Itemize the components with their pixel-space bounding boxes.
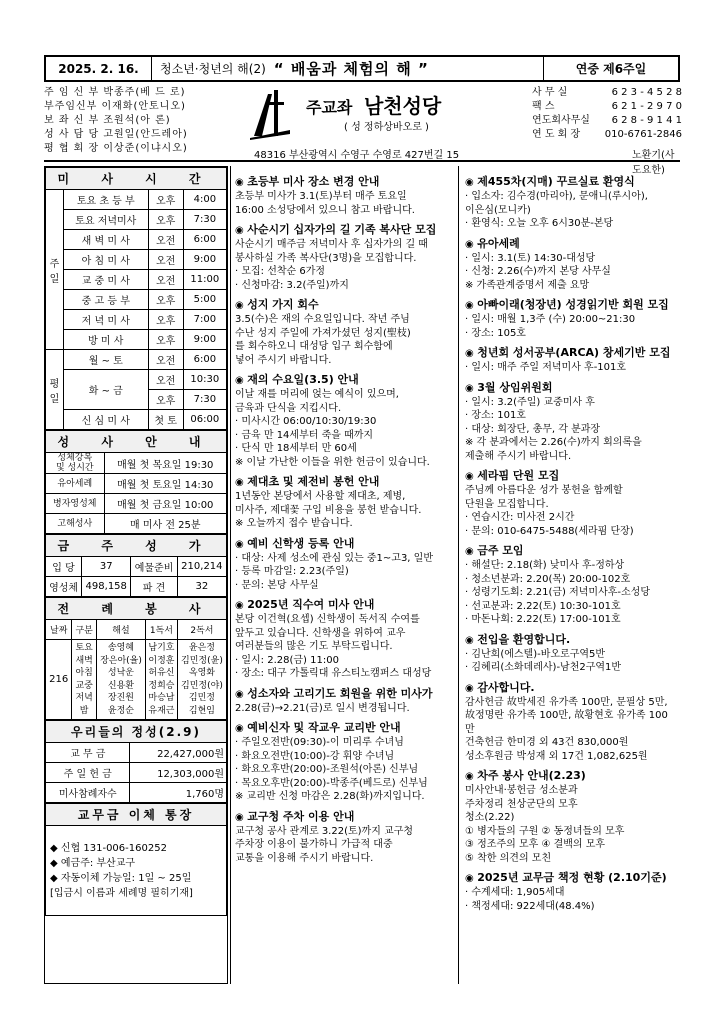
right-notice-line: · 선교분과: 2.22(토) 10:30-101호 [465, 600, 621, 612]
right-notice-line: · 장소: 101호 [465, 410, 526, 421]
hymn-cell: 37 [82, 557, 131, 577]
mid-notice [235, 474, 452, 531]
hymn-cell: 영성체 [46, 577, 82, 597]
mass-time: 11:00 [183, 270, 226, 290]
right-notice-line: · 환영식: 오늘 오후 6시30분-본당 [465, 218, 614, 229]
right-notice-line: ③ 정조주의 모후 ④ 결백의 모후 [465, 839, 606, 850]
transfer-line: ◆ 예금주: 부산교구 [50, 857, 136, 869]
mass-time: 4:00 [183, 190, 226, 210]
mass-name: 토요 초 등 부 [64, 190, 149, 210]
mid-notice-line: 16:00 소성당에서 있으니 참고 바랍니다. [235, 204, 415, 216]
right-notice-title: ◉ 전입을 환영합니다. [465, 632, 676, 648]
right-notice-line: · 일시: 매월 1,3주 (수) 20:00~21:30 [465, 314, 636, 325]
sacrament-row [46, 474, 227, 494]
mass-row [46, 310, 227, 330]
right-notice [465, 174, 676, 231]
mid-notice-line: 교통을 이용해 주시기 바랍니다. [235, 852, 374, 864]
church-subtitle: ( 성 정하상바오로 ) [344, 122, 429, 133]
devotion-label: 교 무 금 [46, 743, 130, 763]
mass-ampm: 오전 [148, 370, 183, 390]
altar-head: 해설 [96, 620, 145, 640]
mass-name: 중 고 등 부 [64, 290, 149, 310]
header-divider [44, 160, 680, 162]
sacrament-name: 병자영성체 [46, 494, 105, 514]
mid-notice-line: 2.28(금)→2.21(금)로 일시 변경됩니다. [235, 702, 410, 714]
right-notice-line: 청소(2.22) [465, 812, 515, 823]
mid-notice-line: ※ 오늘까지 접수 받습니다. [235, 518, 353, 529]
transfer-title: 교무금 이체 통장 [46, 804, 227, 826]
mid-notice-line: 3.5(수)은 재의 수요일입니다. 작년 주님 [235, 314, 410, 325]
altar-title: 전 례 봉 사 [46, 598, 227, 620]
devotion-value: 12,303,000원 [130, 763, 227, 783]
devotion-row [46, 743, 227, 763]
hymn-table [45, 534, 227, 597]
mass-name: 신 심 미 사 [64, 410, 149, 430]
altar-head-row [46, 620, 227, 640]
transfer-line: [입금시 이름과 세례명 필히기재] [50, 887, 193, 899]
mass-time: 9:00 [183, 330, 226, 350]
devotion-row [46, 763, 227, 783]
masthead-bar [44, 55, 680, 82]
mass-group-label: 주일 [46, 190, 64, 350]
devotion-value: 22,427,000원 [130, 743, 227, 763]
mid-notice [235, 372, 452, 469]
mid-notice-line: 수난 성지 주일에 가져가셨던 성지(聖枝) [235, 327, 411, 339]
mid-notice-line: · 등록 마감일: 2.23(주일) [235, 566, 349, 577]
right-notice [465, 236, 676, 293]
mid-notice-line: · 주일오전반(09:30)-이 미리루 수녀님 [235, 737, 404, 748]
right-notice-line: · 마돈나회: 2.22(토) 17:00-101호 [465, 614, 621, 625]
right-notice-line: · 성령기도회: 2.21(금) 저녁미사후-소성당 [465, 587, 651, 598]
mass-name: 방 미 사 [64, 330, 149, 350]
right-notice-line: · 청소년분과: 2.20(목) 20:00-102호 [465, 573, 631, 585]
sacrament-row [46, 494, 227, 514]
mid-notice-line: · 모집: 선착순 6가정 [235, 266, 326, 277]
transfer-line: ◆ 자동이체 가능일: 1일 ~ 25일 [50, 872, 192, 884]
hymn-cell: 입 당 [46, 557, 82, 577]
mid-notice-line: 본당 이건혁(요셉) 신학생이 독서직 수여를 [235, 614, 420, 625]
mid-notice-title: ◉ 성소자와 고리기도 회원을 위한 미사가 [235, 686, 452, 702]
mid-notice-line: 주차장 이용이 불가하니 가급적 대중 [235, 839, 393, 850]
right-notice-title: ◉ 2025년 교무금 책정 현황 (2.10기준) [465, 870, 676, 886]
right-notice-line: · 수계세대: 1,905세대 [465, 887, 565, 898]
mass-time: 7:30 [183, 210, 226, 230]
mid-notice-line: 사순시기 매주금 저녁미사 후 십자가의 길 때 [235, 239, 428, 250]
right-column [458, 166, 680, 984]
clergy-line: 주 임 신 부 박종주(베 드 로) [44, 87, 186, 98]
church-title [306, 90, 441, 119]
right-notice [465, 345, 676, 375]
mass-ampm: 오후 [148, 330, 183, 350]
mid-notice-line: ※ 교리반 신청 마감은 2.28(화)까지입니다. [235, 791, 425, 802]
sacrament-table [45, 430, 227, 534]
mid-notice-line: 앞두고 있습니다. 신학생을 위하여 교우 [235, 627, 406, 639]
right-notice-line: 주님께 아름다운 성가 봉헌을 함께할 [465, 485, 623, 496]
transfer-info [46, 826, 227, 916]
hymn-row [46, 577, 227, 597]
hymn-cell: 파 견 [131, 577, 177, 597]
mass-ampm: 첫 토 [148, 410, 183, 430]
hymn-cell: 예물준비 [131, 557, 177, 577]
devotion-label: 주 일 헌 금 [46, 763, 130, 783]
mass-ampm: 오후 [148, 190, 183, 210]
mid-notice-line: 교구청 공사 관계로 3.22(토)까지 교구청 [235, 825, 414, 837]
mid-notice-line: 초등부 미사가 3.1(토)부터 매주 토요일 [235, 191, 407, 202]
devotion-label: 미사참례자수 [46, 783, 130, 803]
mass-row [46, 290, 227, 310]
mid-notice-title: ◉ 교구청 주차 이용 안내 [235, 809, 452, 825]
mid-notice [235, 720, 452, 804]
contact-note: 노환기(사도요한) [632, 150, 675, 176]
mid-notice [235, 686, 452, 716]
altar-date: 216 [46, 640, 72, 720]
right-notice [465, 543, 676, 627]
church-name: 남천성당 [363, 94, 442, 118]
altar-head: 날짜 [46, 620, 72, 640]
right-notice-line: 성소후원금 박성재 외 17건 1,082,625원 [465, 750, 648, 762]
mid-notice-line: 넣어 주시기 바랍니다. [235, 354, 332, 366]
hymn-cell: 32 [177, 577, 226, 597]
right-notice-title: ◉ 아빠이래(청장년) 성경읽기반 회원 모집 [465, 297, 676, 313]
mass-name: 저 녁 미 사 [64, 310, 149, 330]
right-notice [465, 468, 676, 538]
sacrament-time: 매 미사 전 25분 [104, 514, 226, 534]
right-notice-line: 제출해 주시기 바랍니다. [465, 450, 572, 462]
right-notice-line: 감사헌금 故박세진 유가족 100만, 문필상 5만, [465, 696, 668, 708]
mid-notice-line: · 단식 만 18세부터 만 60세 [235, 443, 357, 454]
altar-names: 남기호 이정훈 허유신 정희승 마승남 유재근 [146, 640, 178, 720]
mass-name: 교 중 미 사 [64, 270, 149, 290]
sacrament-row [46, 514, 227, 534]
right-notice-line: · 입소자: 김수경(마리아), 문애니(루시아), [465, 191, 648, 202]
right-notice-line: 故정명란 유가족 100만, 故황현호 유가족 100만 [465, 710, 668, 735]
devotion-table [45, 720, 227, 803]
church-org: 주교좌 [306, 98, 353, 117]
right-notice-line: 건축헌금 한미경 외 43건 830,000원 [465, 737, 629, 748]
mass-name: 토요 저녁미사 [64, 210, 149, 230]
right-notice-title: ◉ 감사합니다. [465, 680, 676, 696]
church-header [44, 84, 682, 176]
mid-notice-line: · 일시: 2.28(금) 11:00 [235, 654, 339, 666]
right-notice-line: · 대상: 회장단, 총무, 각 분과장 [465, 423, 601, 435]
mid-notice-line: ※ 이날 가난한 이들을 위한 헌금이 있습니다. [235, 456, 430, 468]
middle-column [230, 166, 456, 984]
mass-time: 7:00 [183, 310, 226, 330]
mid-notice [235, 536, 452, 593]
mass-ampm: 오후 [148, 310, 183, 330]
hymn-cell: 498,158 [82, 577, 131, 597]
mass-ampm: 오전 [148, 270, 183, 290]
mid-notice-line: · 화요오후반(20:00)-조원석(아론) 신부님 [235, 764, 419, 775]
church-logo-icon [250, 88, 290, 140]
theme [152, 57, 544, 80]
mid-notice [235, 174, 452, 217]
sacrament-name: 성체강복 및 성시간 [46, 453, 105, 474]
mass-row [46, 410, 227, 430]
issue-date: 2025. 2. 16. [46, 57, 152, 80]
right-notice-line: ※ 각 분과에서는 2.26(수)까지 회의록을 [465, 437, 642, 448]
mass-title: 미 사 시 간 [46, 168, 227, 190]
mid-notice-title: ◉ 사순시기 십자가의 길 기족 복사단 모집 [235, 222, 452, 238]
contact-row: 연 도 회 장 010-6761-2846 [532, 129, 682, 140]
mass-row [46, 350, 227, 370]
clergy-line: 평 협 회 장 이상준(이냐시오) [44, 143, 188, 154]
mass-time: 6:00 [183, 350, 226, 370]
right-notice-line: · 장소: 105호 [465, 327, 526, 339]
right-notice-line: · 김혜리(소화데레사)-남천2구역1반 [465, 662, 622, 673]
right-notice-line: · 책정세대: 922세대(48.4%) [465, 900, 595, 912]
right-notice [465, 680, 676, 764]
mid-notice-line: · 신청마감: 3.2(주일)까지 [235, 279, 349, 291]
mass-ampm: 오후 [148, 210, 183, 230]
mid-notice [235, 297, 452, 367]
right-notice-title: ◉ 청년회 성서공부(ARCA) 창세기반 모집 [465, 345, 676, 361]
sacrament-time: 매월 첫 금요일 10:00 [104, 494, 226, 514]
mid-notice-line: · 미사시간 06:00/10:30/19:30 [235, 416, 377, 427]
altar-head: 구분 [72, 620, 97, 640]
mass-name: 아 침 미 사 [64, 250, 149, 270]
right-notice [465, 768, 676, 865]
mass-row [46, 270, 227, 290]
clergy-line: 보 좌 신 부 조원석(아 론) [44, 115, 171, 126]
clergy-line: 부주임신부 이재화(안토니오) [44, 101, 186, 112]
devotion-row [46, 783, 227, 803]
right-notice-line: 주차정리 천상군단의 모후 [465, 798, 578, 810]
mass-time: 5:00 [183, 290, 226, 310]
mid-notice-title: ◉ 성지 가지 회수 [235, 297, 452, 313]
mass-name: 새 벽 미 사 [64, 230, 149, 250]
right-notice-title: ◉ 3월 상임위원회 [465, 380, 676, 396]
mid-notice-line: · 장소: 대구 가톨릭대 유스티노캠퍼스 대성당 [235, 668, 432, 679]
right-notice [465, 870, 676, 913]
mass-row [46, 250, 227, 270]
right-notice-line: · 해설단: 2.18(화) 낮미사 후-정하상 [465, 560, 625, 571]
right-notice-line: 단원을 모집합니다. [465, 498, 549, 510]
right-notice-title: ◉ 금주 모임 [465, 543, 676, 559]
sacrament-name: 고해성사 [46, 514, 105, 534]
mid-notice-title: ◉ 초등부 미사 장소 변경 안내 [235, 174, 452, 190]
right-notice-line: ⑤ 착한 의견의 모친 [465, 852, 552, 864]
mass-ampm: 오전 [148, 250, 183, 270]
mass-time: 9:00 [183, 250, 226, 270]
mid-notice-title: ◉ 예비신자 및 작교우 교리반 안내 [235, 720, 452, 736]
altar-names: 윤은정 김민정(윤) 옥영화 김민정(야) 김민정 김현임 [177, 640, 226, 720]
right-notice-title: ◉ 유아세례 [465, 236, 676, 252]
right-notice-line: 이은심(모니카) [465, 204, 531, 216]
mid-notice-line: 1년동안 본당에서 사용할 제대초, 제병, [235, 491, 406, 502]
clergy-line: 성 사 담 당 고원일(안드레아) [44, 129, 188, 140]
transfer-line: ◆ 신협 131-006-160252 [50, 842, 167, 854]
right-notice [465, 297, 676, 340]
mass-table [45, 167, 227, 430]
right-notice-line: · 김난희(에스텔)-바오로구역5반 [465, 648, 606, 660]
right-notice-line: · 일시: 3.1(토) 14:30-대성당 [465, 252, 596, 264]
altar-names: 송영혜 장은아(율) 성낙운 신용환 장진원 윤정순 [96, 640, 145, 720]
mid-notice-title: ◉ 2025년 직수여 미사 안내 [235, 597, 452, 613]
mid-notice-title: ◉ 제대초 및 제전비 봉헌 안내 [235, 474, 452, 490]
right-notice-line: · 연습시간: 미사전 2시간 [465, 512, 575, 523]
contact-row: 사 무 실 6 2 3 - 4 5 2 8 [532, 87, 682, 98]
right-notice-line: · 일시: 매주 주일 저녁미사 후-101호 [465, 362, 627, 373]
mid-notice-line: · 문의: 본당 사무실 [235, 579, 319, 591]
mid-notice-line: 를 회수하오니 대성당 입구 회수함에 [235, 341, 393, 352]
mass-time: 06:00 [183, 410, 226, 430]
altar-row [46, 640, 227, 720]
mid-notice [235, 597, 452, 681]
mid-notice-line: 미사주, 제대꽃 구입 비용을 봉헌 받습니다. [235, 504, 422, 516]
sacrament-row [46, 453, 227, 474]
motto: “ 배움과 체험의 해 ” [273, 60, 429, 78]
mass-time: 7:30 [183, 390, 226, 410]
right-notice-line: ① 병자들의 구원 ② 동정녀들의 모후 [465, 825, 625, 837]
devotion-value: 1,760명 [130, 783, 227, 803]
right-notice-line: 미사안내·봉헌금 성소분과 [465, 785, 578, 796]
right-notice [465, 632, 676, 675]
left-column [44, 166, 228, 984]
mid-notice-title: ◉ 재의 수요일(3.5) 안내 [235, 372, 452, 388]
right-notice-title: ◉ 세라핌 단원 모집 [465, 468, 676, 484]
right-notice-line: · 일시: 3.2(주일) 교중미사 후 [465, 396, 595, 408]
contact-row: 연도회사무실 6 2 8 - 9 1 4 1 [532, 115, 682, 126]
right-notice-line: · 신청: 2.26(수)까지 본당 사무실 [465, 266, 611, 277]
mass-row [46, 230, 227, 250]
devotion-title: 우리들의 정성(2.9) [46, 721, 227, 743]
mid-notice [235, 222, 452, 292]
altar-kinds: 토요 새벽 아침 교중 저녁 밤 [72, 640, 97, 720]
mass-row [46, 210, 227, 230]
mid-notice-line: 금육과 단식을 지킵시다. [235, 402, 342, 414]
mass-ampm: 오전 [148, 350, 183, 370]
mid-notice [235, 809, 452, 866]
hymn-cell: 210,214 [177, 557, 226, 577]
mid-notice-title: ◉ 예비 신학생 등록 안내 [235, 536, 452, 552]
right-notice [465, 380, 676, 464]
mid-notice-line: · 대상: 사제 성소에 관심 있는 중1~고3, 일반 [235, 552, 433, 564]
sacrament-name: 유아세례 [46, 474, 105, 494]
mass-ampm: 오후 [148, 390, 183, 410]
mid-notice-line: 봉사하실 가족 복사단(3명)을 모집합니다. [235, 252, 417, 264]
mass-row [46, 370, 227, 390]
mid-notice-line: · 목요오후반(20:00)-박종주(베드로) 신부님 [235, 777, 428, 789]
church-address: 48316 부산광역시 수영구 수영로 427번길 15 [254, 150, 460, 161]
mid-notice-line: 여러분들의 많은 기도 부탁드립니다. [235, 641, 393, 652]
mass-row [46, 330, 227, 350]
mid-notice-line: 이날 재를 머리에 얹는 예식이 있으며, [235, 389, 399, 400]
hymn-title: 금 주 성 가 [46, 535, 227, 557]
mid-notice-line: · 금육 만 14세부터 죽을 때까지 [235, 429, 374, 441]
mass-name: 화 ~ 금 [64, 370, 149, 410]
mass-time: 10:30 [183, 370, 226, 390]
sacrament-title: 성 사 안 내 [46, 431, 227, 453]
right-notice-title: ◉ 제455차(지매) 꾸르실료 환영식 [465, 174, 676, 190]
mass-name: 월 ~ 토 [64, 350, 149, 370]
mass-row [46, 190, 227, 210]
hymn-row [46, 557, 227, 577]
altar-table [45, 597, 227, 720]
right-notice-line: · 문의: 010-6475-5488(세라핌 단장) [465, 525, 634, 537]
altar-head: 1독서 [146, 620, 178, 640]
liturgical-week: 연중 제6주일 [575, 62, 647, 76]
right-notice-title: ◉ 차주 봉사 안내(2.23) [465, 768, 676, 784]
altar-head: 2독서 [177, 620, 226, 640]
mass-group-label: 평일 [46, 350, 64, 430]
mass-ampm: 오전 [148, 230, 183, 250]
contact-row: 팩 스 6 2 1 - 2 9 7 0 [532, 101, 682, 112]
mass-ampm: 오후 [148, 290, 183, 310]
year-theme: 청소년·청년의 해(2) [160, 62, 266, 76]
mid-notice-line: · 화요오전반(10:00)-강 휘양 수녀님 [235, 750, 395, 762]
right-notice-line: ※ 가족관계증명서 제출 요망 [465, 279, 590, 291]
sacrament-time: 매월 첫 목요일 19:30 [104, 453, 226, 474]
transfer-box [45, 803, 227, 916]
mass-time: 6:00 [183, 230, 226, 250]
sacrament-time: 매월 첫 토요일 14:30 [104, 474, 226, 494]
